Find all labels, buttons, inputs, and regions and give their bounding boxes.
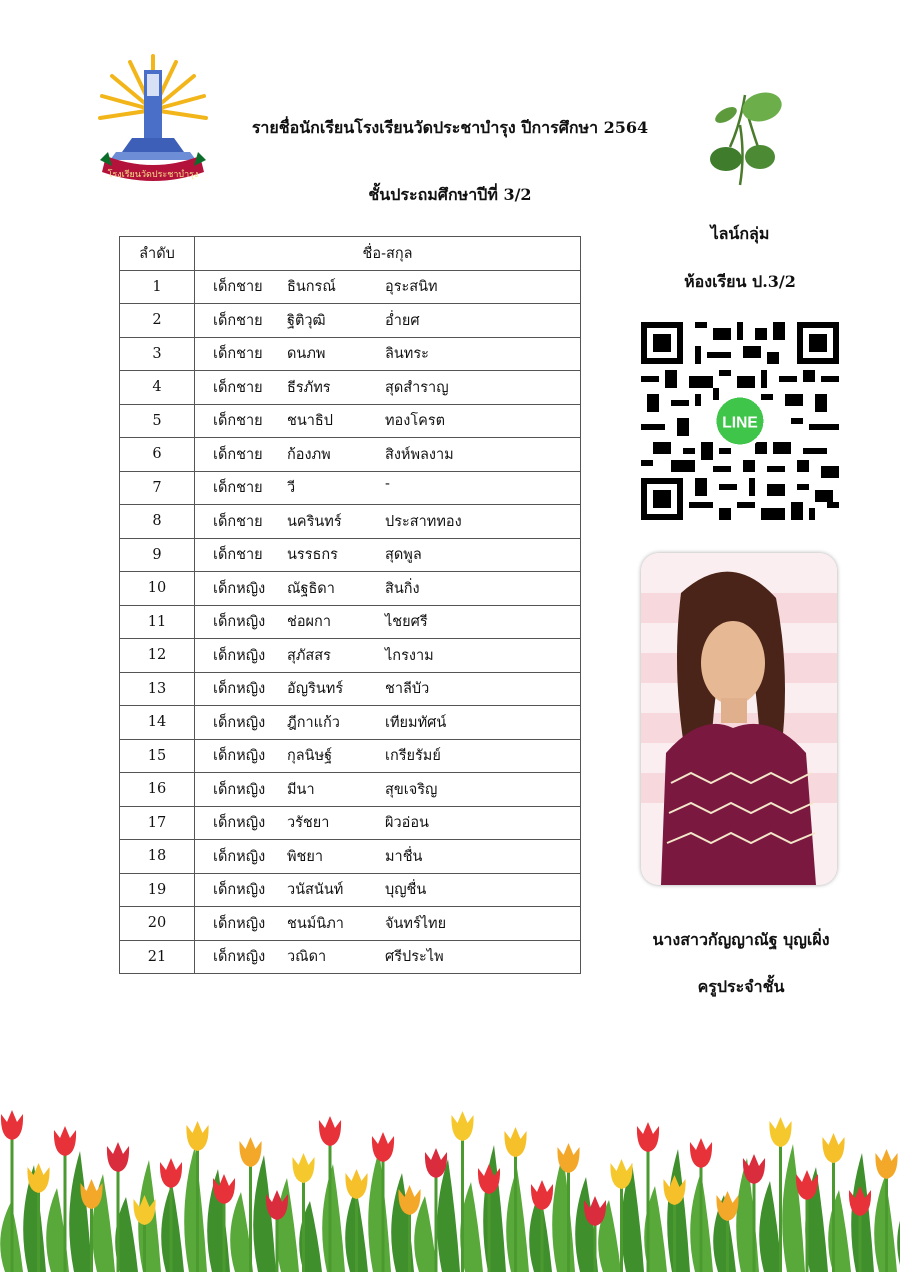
student-last-name: ชาลีบัว — [385, 681, 430, 698]
column-header-no: ลำดับ — [120, 237, 195, 271]
student-last-name: ประสาททอง — [385, 513, 462, 530]
student-last-name: ผิวอ่อน — [385, 815, 429, 832]
student-first-name: ดนภพ — [287, 346, 326, 363]
student-name-cell — [195, 304, 581, 338]
student-name-cell — [195, 471, 581, 505]
row-number: 10 — [120, 572, 195, 606]
student-last-name: สุดสำราญ — [385, 379, 449, 396]
student-last-name: มาชื่น — [385, 848, 423, 865]
line-group-label: ไลน์กลุ่ม — [710, 224, 770, 243]
row-number: 20 — [120, 907, 195, 941]
student-first-name: สุภัสสร — [287, 647, 331, 664]
row-number: 6 — [120, 438, 195, 472]
student-first-name: ก้องภพ — [287, 446, 331, 463]
column-header-name: ชื่อ-สกุล — [195, 237, 581, 271]
teacher-photo — [641, 553, 837, 885]
row-number: 1 — [120, 270, 195, 304]
page-subtitle: ชั้นประถมศึกษาปีที่ 3/2 — [368, 185, 532, 204]
student-first-name: ชนาธิป — [287, 413, 333, 430]
student-name-cell — [195, 438, 581, 472]
student-name-cell — [195, 806, 581, 840]
table-row — [120, 907, 581, 941]
student-last-name: ทองโครต — [385, 413, 446, 430]
student-name-cell — [195, 739, 581, 773]
student-first-name: ช่อผกา — [287, 614, 331, 631]
student-first-name: วนัสนันท์ — [287, 882, 344, 899]
table-row — [120, 304, 581, 338]
row-number: 5 — [120, 404, 195, 438]
student-last-name: ศรีประไพ — [385, 949, 444, 966]
student-title: เด็กหญิง — [213, 915, 266, 932]
student-first-name: ฎีกาแก้ว — [287, 714, 340, 731]
student-first-name: มีนา — [287, 781, 315, 798]
table-row — [120, 438, 581, 472]
student-last-name: - — [385, 476, 390, 493]
student-title: เด็กชาย — [213, 413, 263, 430]
student-title: เด็กชาย — [213, 379, 263, 396]
student-first-name: พิชยา — [287, 848, 324, 865]
student-title: เด็กชาย — [213, 547, 263, 564]
student-name-cell — [195, 873, 581, 907]
student-name-cell — [195, 840, 581, 874]
student-last-name: เกรียรัมย์ — [385, 748, 441, 765]
student-last-name: จันทร์ไทย — [385, 915, 447, 932]
table-header-row — [120, 237, 581, 271]
student-first-name: วี — [287, 480, 296, 497]
table-row — [120, 404, 581, 438]
table-row — [120, 639, 581, 673]
student-title: เด็กหญิง — [213, 748, 266, 765]
student-name-cell — [195, 773, 581, 807]
student-title: เด็กชาย — [213, 279, 263, 296]
row-number: 9 — [120, 538, 195, 572]
table-row — [120, 873, 581, 907]
student-last-name: บุญชื่น — [385, 882, 427, 899]
table-row — [120, 337, 581, 371]
student-name-cell — [195, 907, 581, 941]
classroom-label: ห้องเรียน ป.3/2 — [684, 272, 796, 291]
row-number: 18 — [120, 840, 195, 874]
student-name-cell — [195, 371, 581, 405]
table-row — [120, 505, 581, 539]
table-row — [120, 371, 581, 405]
row-number: 3 — [120, 337, 195, 371]
student-last-name: สินกิ่ง — [385, 580, 420, 597]
student-name-cell — [195, 337, 581, 371]
student-title: เด็กชาย — [213, 312, 263, 329]
table-row — [120, 739, 581, 773]
page-title: รายชื่อนักเรียนโรงเรียนวัดประชาบำรุง ปีการศึกษา 2564 — [251, 118, 649, 137]
teacher-name: นางสาวกัญญาณัฐ บุญเผิ่ง — [652, 930, 830, 949]
student-last-name: ไชยศรี — [385, 614, 428, 631]
student-name-cell — [195, 538, 581, 572]
student-last-name: สุดพูล — [385, 547, 422, 564]
student-first-name: วรัชยา — [287, 815, 330, 832]
row-number: 8 — [120, 505, 195, 539]
table-row — [120, 538, 581, 572]
student-title: เด็กหญิง — [213, 580, 266, 597]
student-name-cell — [195, 706, 581, 740]
row-number: 12 — [120, 639, 195, 673]
table-row — [120, 806, 581, 840]
table-row — [120, 471, 581, 505]
table-row — [120, 773, 581, 807]
student-name-cell — [195, 605, 581, 639]
student-name-cell — [195, 505, 581, 539]
table-row — [120, 840, 581, 874]
student-title: เด็กหญิง — [213, 848, 266, 865]
student-title: เด็กหญิง — [213, 815, 266, 832]
student-title: เด็กหญิง — [213, 714, 266, 731]
student-title: เด็กหญิง — [213, 647, 266, 664]
student-name-cell — [195, 404, 581, 438]
row-number: 7 — [120, 471, 195, 505]
student-last-name: สิงห์พลงาม — [385, 446, 454, 463]
table-row — [120, 706, 581, 740]
row-number: 21 — [120, 940, 195, 974]
student-last-name: สุขเจริญ — [385, 781, 438, 798]
table-row — [120, 672, 581, 706]
row-number: 16 — [120, 773, 195, 807]
row-number: 11 — [120, 605, 195, 639]
student-first-name: วณิดา — [287, 949, 327, 966]
table-row — [120, 940, 581, 974]
student-name-cell — [195, 639, 581, 673]
row-number: 15 — [120, 739, 195, 773]
student-title: เด็กหญิง — [213, 614, 266, 631]
plant-illustration — [700, 85, 790, 190]
student-name-cell — [195, 572, 581, 606]
row-number: 19 — [120, 873, 195, 907]
student-last-name: ไกรงาม — [385, 647, 434, 664]
student-first-name: ณัฐธิดา — [287, 580, 335, 597]
student-title: เด็กหญิง — [213, 681, 266, 698]
tulip-border-decoration — [0, 1070, 900, 1272]
row-number: 2 — [120, 304, 195, 338]
student-title: เด็กหญิง — [213, 781, 266, 798]
student-title: เด็กหญิง — [213, 949, 266, 966]
teacher-role: ครูประจำชั้น — [697, 977, 785, 996]
table-row — [120, 572, 581, 606]
student-first-name: ธีรภัทร — [287, 379, 331, 396]
student-first-name: ชนม์นิภา — [287, 915, 344, 932]
student-title: เด็กชาย — [213, 446, 263, 463]
table-row — [120, 605, 581, 639]
student-first-name: นรรธกร — [287, 547, 338, 564]
student-title: เด็กชาย — [213, 480, 263, 497]
row-number: 4 — [120, 371, 195, 405]
row-number: 17 — [120, 806, 195, 840]
table-row — [120, 270, 581, 304]
svg-text:โรงเรียนวัดประชาบำรุง: โรงเรียนวัดประชาบำรุง — [107, 170, 199, 180]
student-first-name: นครินทร์ — [287, 513, 342, 530]
student-first-name: ฐิติวุฒิ — [287, 312, 326, 329]
student-title: เด็กหญิง — [213, 882, 266, 899]
school-logo — [92, 48, 214, 198]
student-title: เด็กชาย — [213, 513, 263, 530]
row-number: 13 — [120, 672, 195, 706]
svg-text:LINE: LINE — [722, 414, 758, 432]
student-name-cell — [195, 672, 581, 706]
student-last-name: ลินทระ — [385, 346, 429, 363]
student-first-name: ธินกรณ์ — [287, 279, 336, 296]
student-name-cell — [195, 940, 581, 974]
student-last-name: อุระสนิท — [385, 279, 438, 296]
student-last-name: เทียมทัศน์ — [385, 714, 447, 731]
table-body — [120, 270, 581, 974]
student-name-cell — [195, 270, 581, 304]
student-first-name: อัญรินทร์ — [287, 681, 344, 698]
student-title: เด็กชาย — [213, 346, 263, 363]
student-roster-table — [119, 236, 581, 974]
line-qr-code-icon[interactable] — [641, 322, 839, 520]
student-last-name: อ่ำยศ — [385, 312, 420, 329]
student-first-name: กุลนิษฐ์ — [287, 748, 333, 765]
row-number: 14 — [120, 706, 195, 740]
